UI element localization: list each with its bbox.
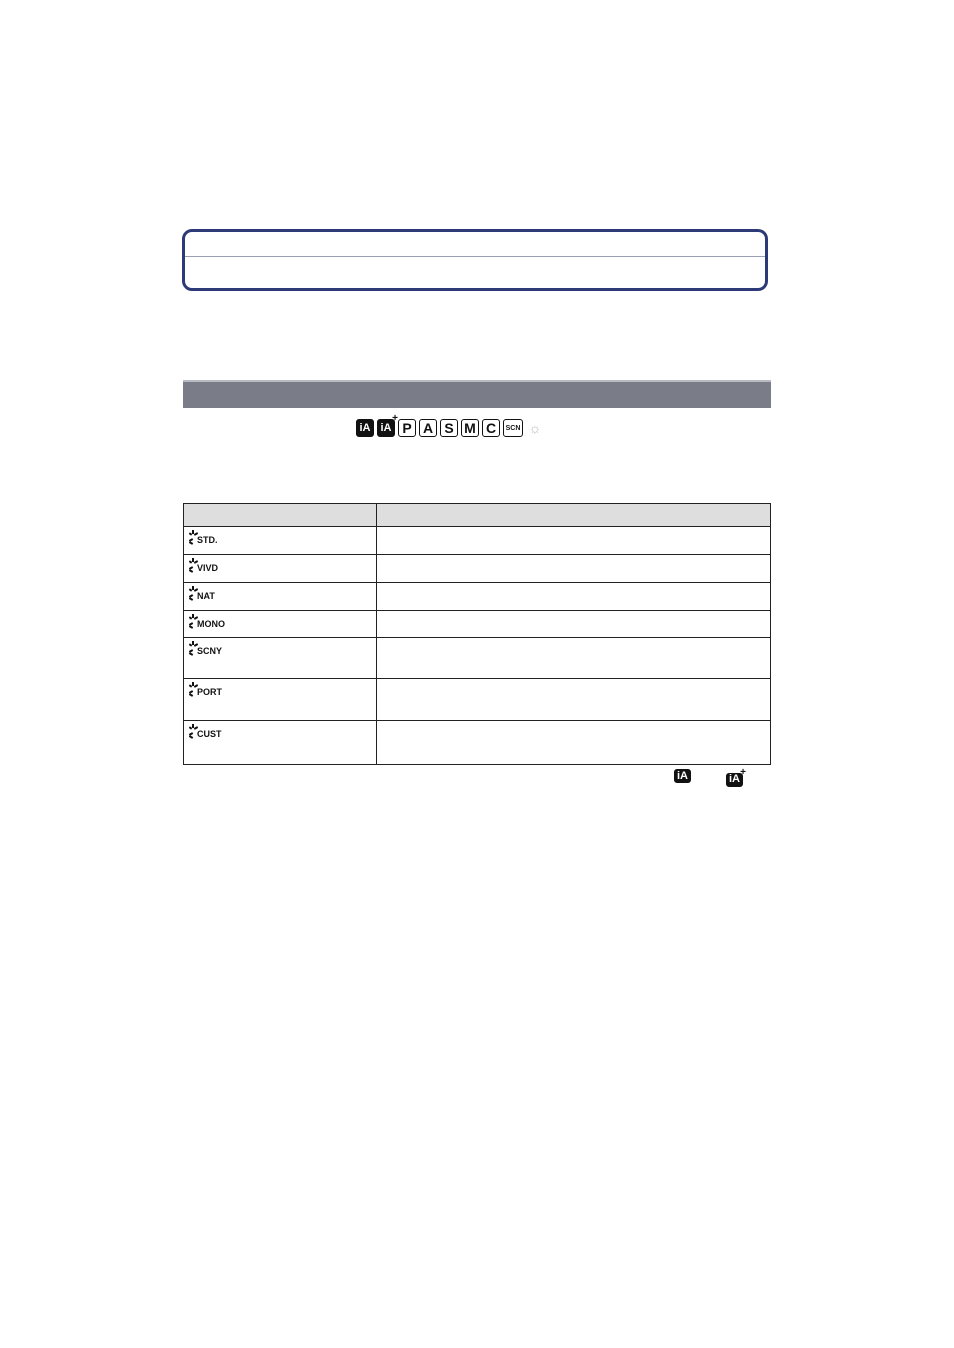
table-row — [184, 526, 770, 554]
burst-icon — [189, 641, 197, 657]
table-row — [184, 582, 770, 610]
photo-style-vivid-icon: VIVD — [189, 558, 218, 574]
burst-icon — [189, 530, 197, 546]
title-frame — [182, 229, 768, 291]
shutter-priority-icon: S — [440, 419, 458, 437]
photo-style-table — [183, 503, 771, 765]
intelligent-auto-plus-icon: iA + — [726, 773, 743, 787]
table-row — [184, 554, 770, 582]
burst-icon — [189, 586, 197, 602]
table-row — [184, 637, 770, 678]
photo-style-portrait-icon: PORT — [189, 682, 222, 698]
table-row — [184, 610, 770, 637]
burst-icon — [189, 614, 197, 630]
photo-style-natural-icon: NAT — [189, 586, 215, 602]
intelligent-auto-icon: iA — [356, 419, 374, 437]
manual-mode-icon: M — [461, 419, 479, 437]
intelligent-auto-plus-icon: iA + — [377, 419, 395, 437]
burst-icon — [189, 682, 197, 698]
scene-mode-icon: SCN — [503, 419, 523, 437]
title-divider — [185, 256, 765, 257]
photo-style-custom-icon: CUST — [189, 724, 222, 740]
burst-icon — [189, 558, 197, 574]
photo-style-standard-icon: STD. — [189, 530, 218, 546]
intelligent-auto-icon: iA — [674, 769, 691, 783]
applicable-modes — [356, 418, 544, 438]
creative-control-icon: ☼ — [526, 419, 544, 437]
custom-mode-icon: C — [482, 419, 500, 437]
table-header-item — [184, 504, 377, 526]
table-row — [184, 678, 770, 720]
aperture-priority-icon: A — [419, 419, 437, 437]
photo-style-monochrome-icon: MONO — [189, 614, 225, 630]
program-mode-icon: P — [398, 419, 416, 437]
burst-icon — [189, 724, 197, 740]
photo-style-scenery-icon: SCNY — [189, 641, 222, 657]
table-row — [184, 720, 770, 764]
table-header-row — [184, 504, 770, 526]
section-heading-bar — [183, 380, 771, 408]
table-header-description — [377, 504, 770, 526]
